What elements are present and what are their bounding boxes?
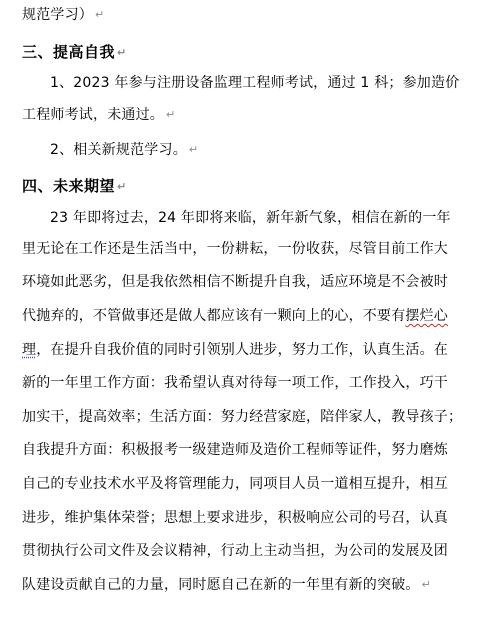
text-line xyxy=(22,6,104,24)
line-text: 进步，维护集体荣誉；思想上要求进步，积极响应公司的号召，认真 xyxy=(22,510,448,526)
line-text: 新的一年里工作方面：我希望认真对待每一项工作，工作投入，巧干 xyxy=(22,375,448,391)
section-heading xyxy=(22,43,127,62)
paragraph-mark-icon: ↵ xyxy=(188,143,199,156)
line-text: 2、相关新规范学习。 xyxy=(50,142,187,158)
text-line xyxy=(22,542,448,560)
paragraph-mark-icon: ↵ xyxy=(117,180,127,193)
text-line xyxy=(22,441,448,459)
line-text: 规范学习） xyxy=(22,7,93,23)
line-text: ，在提升自我价值的同时引领别人进步，努力工作，认真生活。在 xyxy=(36,342,449,358)
text-line xyxy=(22,341,448,359)
text-line xyxy=(22,509,448,527)
section-heading xyxy=(22,177,127,196)
line-text: 自己的专业技术水平及将管理能力，同项目人员一道相互提升，相互 xyxy=(22,476,448,492)
text-line xyxy=(22,106,175,124)
text-line xyxy=(22,273,448,291)
text-line xyxy=(22,576,431,594)
text-line xyxy=(22,475,448,493)
line-text: 代抛弃的，不管做事还是做人都应该有一颗向上的心，不要有 xyxy=(22,308,406,324)
line-text: 工程师考试，未通过。 xyxy=(22,107,164,123)
paragraph-mark-icon: ↵ xyxy=(95,8,105,21)
line-text: 队建设贡献自己的力量，同时愿自己在新的一年里有新的突破。 xyxy=(22,577,420,593)
grammar-underlined-text: 理 xyxy=(22,342,37,358)
line-text: 里无论在工作还是生活当中，一份耕耘，一份收获，尽管目前工作大 xyxy=(22,241,448,257)
line-text: 自我提升方面：积极报考一级建造师及造价工程师等证件，努力磨炼 xyxy=(22,442,448,458)
line-text: 环境如此恶劣，但是我依然相信不断提升自我，适应环境是不会被时 xyxy=(22,274,448,290)
text-line xyxy=(50,141,198,159)
line-text: 23 年即将过去，24 年即将来临，新年新气象，相信在新的一年 xyxy=(50,210,451,226)
text-line xyxy=(22,307,448,325)
line-text: 加实干，提高效率；生活方面：努力经营家庭，陪伴家人，教导孩子； xyxy=(22,409,463,425)
heading-text: 四、未来期望 xyxy=(22,177,116,195)
paragraph-mark-icon: ↵ xyxy=(117,46,127,59)
line-text: 1、2023 年参与注册设备监理工程师考试，通过 1 科；参加造价 xyxy=(50,75,460,91)
text-line xyxy=(50,74,459,92)
line-text: 贯彻执行公司文件及会议精神，行动上主动当担，为公司的发展及团 xyxy=(22,543,448,559)
text-line xyxy=(22,240,448,258)
paragraph-mark-icon: ↵ xyxy=(421,578,432,591)
text-line xyxy=(22,408,462,426)
spellcheck-underlined-text: 摆烂心 xyxy=(405,308,449,324)
paragraph-mark-icon: ↵ xyxy=(166,108,176,121)
text-line xyxy=(22,374,448,392)
heading-text: 三、提高自我 xyxy=(22,43,116,61)
text-line xyxy=(50,209,451,227)
